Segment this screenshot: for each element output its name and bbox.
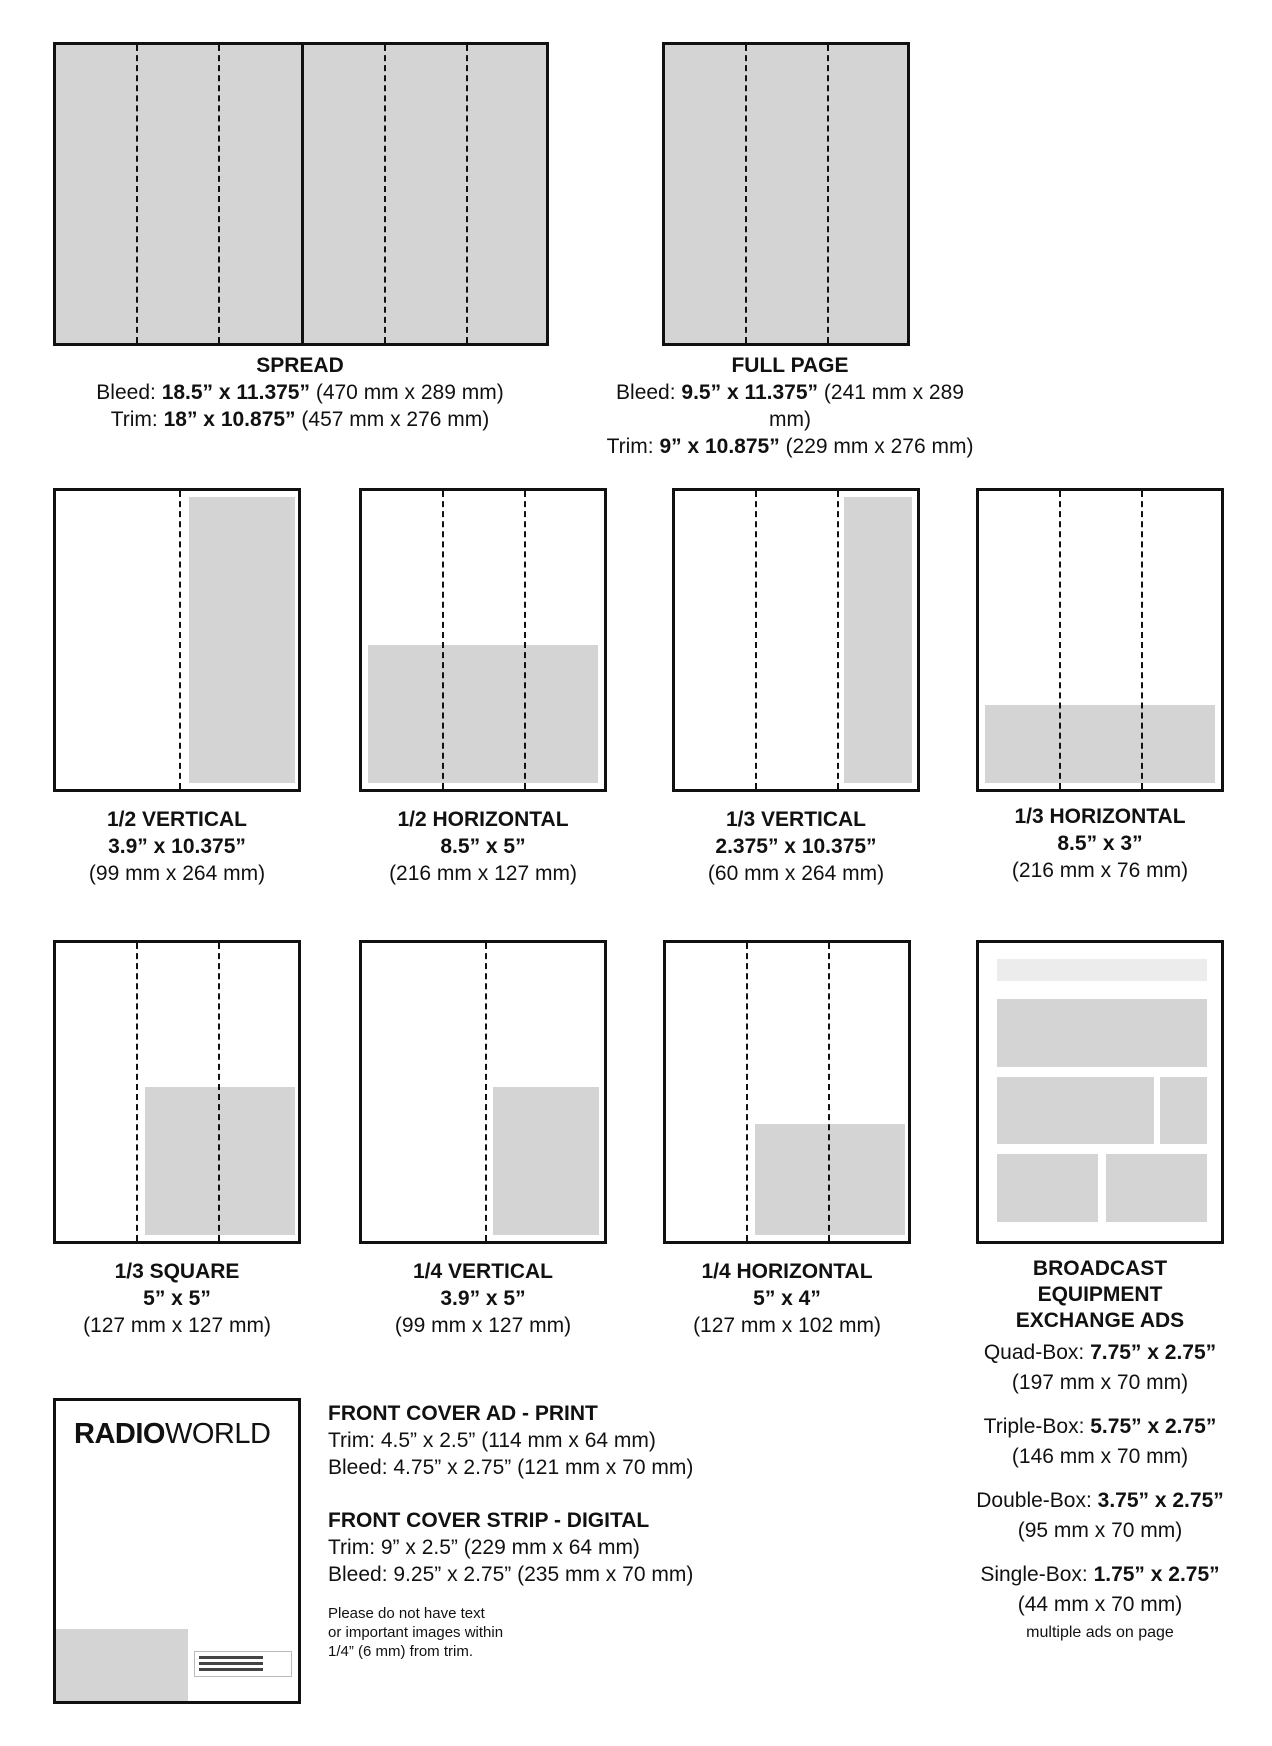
third-horizontal-ad-area bbox=[985, 705, 1215, 783]
quad-box-ad bbox=[997, 999, 1207, 1067]
trim-note-line: Please do not have text bbox=[328, 1605, 485, 1622]
text-line bbox=[199, 1662, 263, 1665]
column-guide bbox=[746, 943, 748, 1241]
half-vertical-caption: 1/2 VERTICAL 3.9” x 10.375” (99 mm x 264 mm) bbox=[88, 808, 266, 885]
third-horizontal-caption: 1/3 HORIZONTAL 8.5” x 3” (216 mm x 76 mm) bbox=[1011, 805, 1189, 882]
third-vertical-caption: 1/3 VERTICAL 2.375” x 10.375” (60 mm x 264 mm) bbox=[707, 808, 885, 885]
half-vertical-diagram bbox=[53, 488, 301, 792]
half-horizontal-ad-area bbox=[368, 645, 598, 783]
print-title: FRONT COVER AD - PRINT bbox=[328, 1402, 598, 1425]
half-vertical-ad-area bbox=[189, 497, 295, 783]
radioworld-logo: RADIOWORLD bbox=[74, 1418, 271, 1450]
triple-box-ad bbox=[997, 1077, 1154, 1144]
double-box-ad bbox=[1106, 1154, 1207, 1222]
column-guide bbox=[218, 45, 220, 343]
full-page-title: FULL PAGE bbox=[731, 354, 849, 377]
text-line bbox=[199, 1668, 263, 1671]
column-guide bbox=[136, 943, 138, 1241]
column-guide bbox=[218, 943, 220, 1241]
quarter-horizontal-caption: 1/4 HORIZONTAL 5” x 4” (127 mm x 102 mm) bbox=[693, 1260, 881, 1337]
column-guide bbox=[466, 45, 468, 343]
broadcast-triple-box: Triple-Box: 5.75” x 2.75” (146 mm x 70 mm) bbox=[983, 1415, 1217, 1468]
text-line bbox=[199, 1656, 263, 1659]
half-horizontal-diagram bbox=[359, 488, 607, 792]
cover-text-block bbox=[194, 1651, 292, 1677]
third-square-ad-area bbox=[145, 1087, 295, 1235]
broadcast-single-box: Single-Box: 1.75” x 2.75” (44 mm x 70 mm) bbox=[980, 1563, 1220, 1616]
half-horizontal-caption: 1/2 HORIZONTAL 8.5” x 5” (216 mm x 127 mm) bbox=[389, 808, 577, 885]
full-page-diagram bbox=[662, 42, 910, 346]
front-cover-ad-area bbox=[56, 1629, 188, 1701]
broadcast-equipment-diagram bbox=[976, 940, 1224, 1244]
column-guide bbox=[1141, 491, 1143, 789]
column-guide bbox=[755, 491, 757, 789]
spread-title: SPREAD bbox=[256, 354, 344, 377]
broadcast-caption: BROADCAST EQUIPMENT EXCHANGE ADS bbox=[1015, 1257, 1185, 1332]
broadcast-header-strip bbox=[997, 959, 1207, 981]
third-vertical-ad-area bbox=[844, 497, 912, 783]
digital-title: FRONT COVER STRIP - DIGITAL bbox=[328, 1509, 650, 1532]
third-square-caption: 1/3 SQUARE 5” x 5” (127 mm x 127 mm) bbox=[83, 1260, 271, 1337]
double-box-ad bbox=[997, 1154, 1098, 1222]
quarter-vertical-caption: 1/4 VERTICAL 3.9” x 5” (99 mm x 127 mm) bbox=[394, 1260, 572, 1337]
third-square-diagram bbox=[53, 940, 301, 1244]
third-horizontal-diagram bbox=[976, 488, 1224, 792]
full-page-caption bbox=[630, 352, 950, 379]
quarter-horizontal-diagram bbox=[663, 940, 911, 1244]
single-box-ad bbox=[1160, 1077, 1207, 1144]
column-guide bbox=[745, 45, 747, 343]
spread-gutter bbox=[301, 45, 304, 343]
quarter-horizontal-ad-area bbox=[755, 1124, 905, 1235]
front-cover-info: FRONT COVER AD - PRINT Trim: 4.5” x 2.5” (114 mm x 64 mm) Bleed: 4.75” x 2.75” (121 mm x 70 mm) FRONT COVER STRIP - DIGITAL Trim: 9” x 2.5” (229 mm x 64 mm) Bleed: 9.25” x 2.75” (235 mm x 70 mm) Please do not have text or important images within 1/4” (6 mm) from trim. bbox=[328, 1402, 694, 1660]
spread-caption: SPREAD Bleed: 18.5” x 11.375” (470 mm x 289 mm) Trim: 18” x 10.875” (457 mm x 276 mm) bbox=[40, 352, 560, 433]
third-vertical-diagram bbox=[672, 488, 920, 792]
broadcast-footnote: multiple ads on page bbox=[1026, 1624, 1174, 1641]
quarter-vertical-diagram bbox=[359, 940, 607, 1244]
front-cover-diagram bbox=[53, 1398, 301, 1704]
column-guide bbox=[828, 943, 830, 1241]
column-guide bbox=[524, 491, 526, 789]
column-guide bbox=[179, 491, 181, 789]
full-page-ad-area bbox=[665, 45, 907, 343]
column-guide bbox=[442, 491, 444, 789]
column-guide bbox=[384, 45, 386, 343]
quarter-vertical-ad-area bbox=[493, 1087, 599, 1235]
broadcast-quad-box: Quad-Box: 7.75” x 2.75” (197 mm x 70 mm) bbox=[983, 1341, 1217, 1394]
spread-diagram bbox=[53, 42, 549, 346]
column-guide bbox=[136, 45, 138, 343]
column-guide bbox=[837, 491, 839, 789]
column-guide bbox=[485, 943, 487, 1241]
column-guide bbox=[827, 45, 829, 343]
broadcast-double-box: Double-Box: 3.75” x 2.75” (95 mm x 70 mm) bbox=[976, 1489, 1224, 1542]
column-guide bbox=[1059, 491, 1061, 789]
trim-note-line: or important images within bbox=[328, 1624, 504, 1641]
trim-note-line: 1/4” (6 mm) from trim. bbox=[328, 1643, 473, 1660]
full-page-specs: Bleed: 9.5” x 11.375” (241 mm x 289 mm) Trim: 9” x 10.875” (229 mm x 276 mm) bbox=[606, 381, 974, 458]
